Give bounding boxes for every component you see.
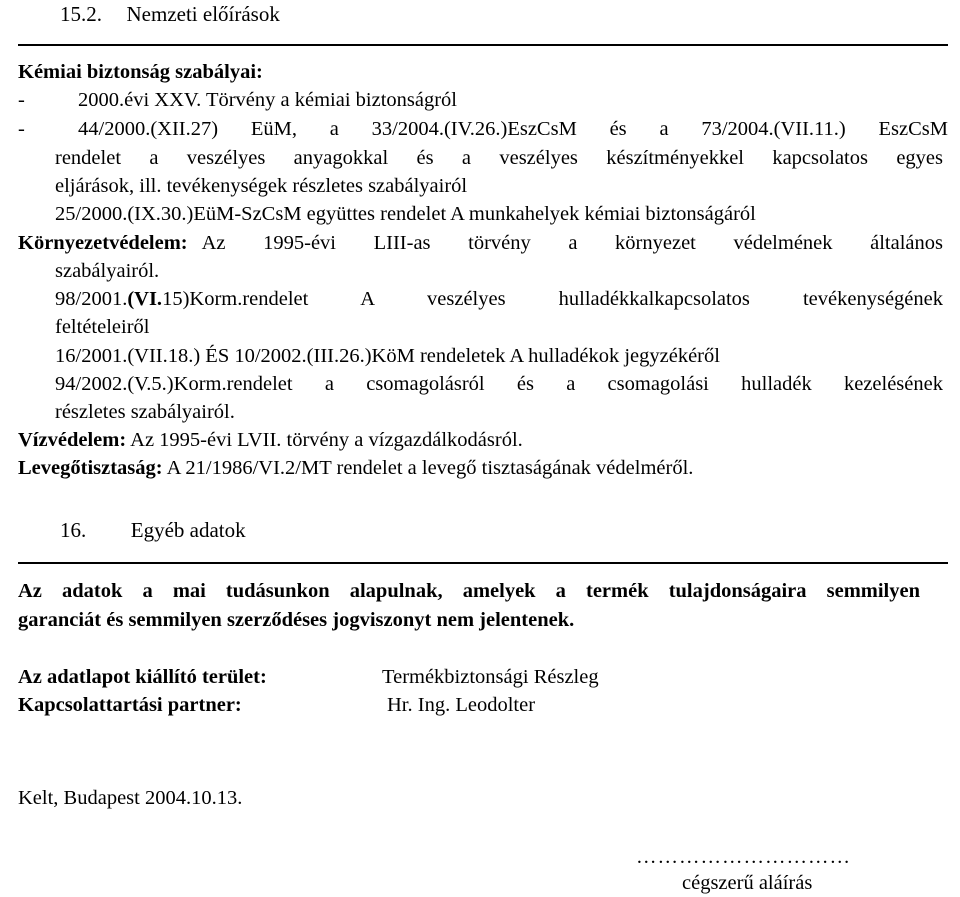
environmental-line-4: feltételeiről [55,316,150,338]
section-rule-top [18,44,948,46]
chemical-continuation-2: eljárások, ill. tevékenységek részletes szabályairól [55,175,468,197]
section-heading-16 [60,516,246,544]
air-quality-line [18,454,693,482]
chemical-item-2 [18,115,948,143]
section-title: Nemzeti előírások [126,2,280,26]
section-number: 16. [60,518,87,542]
list-dash: - [18,89,25,111]
section-heading-15-2 [60,0,280,28]
environmental-label: Környezetvédelem: [18,232,188,254]
contact-value: Hr. Ing. Leodolter [387,694,536,716]
water-protection-line [18,426,523,454]
environmental-line-7: részletes szabályairól. [55,401,235,423]
section-rule-16 [18,562,948,564]
water-text: Az 1995-évi LVII. törvény a vízgazdálkodásról. [130,429,523,451]
section-title: Egyéb adatok [130,518,246,542]
environmental-text: Az 1995-évi LIII-as törvény a környezet védelmének általános [201,232,943,254]
disclaimer-line-2: garanciát és semmilyen szerződéses jogviszonyt nem jelentenek. [18,609,575,631]
air-text: A 21/1986/VI.2/MT rendelet a levegő tisztaságának védelméről. [166,457,694,479]
disclaimer-line-1: Az adatok a mai tudásunkon alapulnak, amelyek a termék tulajdonságaira semmilyen [18,580,920,602]
chemical-safety-heading: Kémiai biztonság szabályai: [18,61,263,83]
water-label: Vízvédelem: [18,429,127,451]
list-text: 44/2000.(XII.27) EüM, a 33/2004.(IV.26.)EszCsM és a 73/2004.(VII.11.) EszCsM [78,118,948,140]
chemical-item-1 [18,86,457,114]
environmental-line-3: 98/2001. (VI. 15)Korm.rendelet A veszélyes hulladékkalkapcsolatos tevékenységének [55,288,943,310]
list-text: 2000.évi XXV. Törvény a kémiai biztonságról [78,89,457,111]
chemical-continuation-1: rendelet a veszélyes anyagokkal és a veszélyes készítményekkel kapcsolatos egyes [55,147,943,169]
environmental-line-5: 16/2001.(VII.18.) ÉS 10/2002.(III.26.)KöM rendeletek A hulladékok jegyzékéről [55,345,720,367]
environmental-line-6: 94/2002.(V.5.)Korm.rendelet a csomagolásról és a csomagolási hulladék kezelésének [55,373,943,395]
list-dash: - [18,118,25,140]
environmental-line-2: szabályairól. [55,260,160,282]
issuer-value: Termékbiztonsági Részleg [382,666,599,688]
chemical-continuation-3: 25/2000.(IX.30.)EüM-SzCsM együttes rendelet A munkahelyek kémiai biztonságáról [55,203,756,225]
environmental-line-1 [18,229,943,257]
signature-label: cégszerű aláírás [682,872,813,894]
contact-label: Kapcsolattartási partner: [18,694,242,716]
issuer-label: Az adatlapot kiállító terület: [18,666,267,688]
air-label: Levegőtisztaság: [18,457,163,479]
section-number: 15.2. [60,2,102,26]
date-line: Kelt, Budapest 2004.10.13. [18,787,243,809]
signature-dots: ………………………… [636,846,851,868]
